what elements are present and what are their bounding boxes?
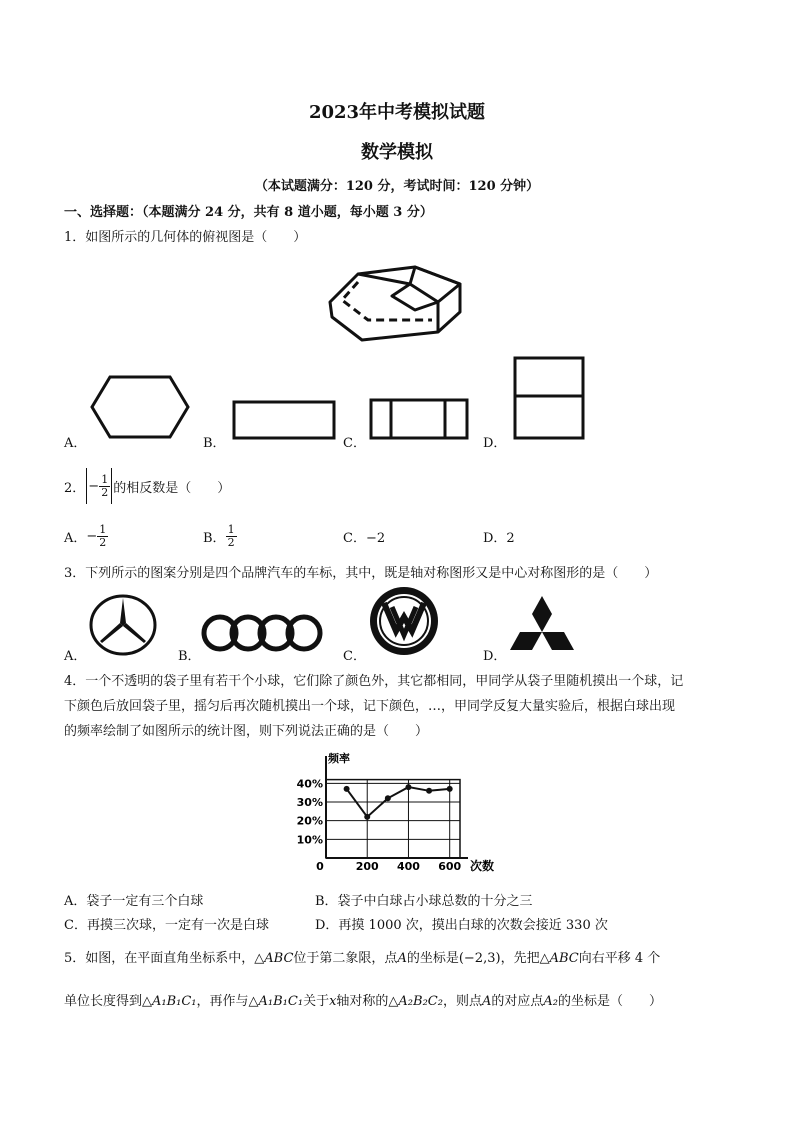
q5-text-2g: 的坐标是（ ）	[557, 994, 662, 1009]
chart-point-3	[405, 784, 411, 790]
q4-option-b[interactable]: B．袋子中白球占小球总数的十分之三	[315, 894, 533, 909]
q5-text-2f: 的对应点	[491, 994, 544, 1009]
q5-text-2a: 单位长度得到△	[64, 994, 152, 1009]
section-heading: 一、选择题：（本题满分 24 分，共有 8 道小题，每小题 3 分）	[64, 205, 433, 220]
q2-option-b[interactable]	[203, 518, 237, 554]
q5-text-1e: 向右平移 4 个	[578, 951, 661, 966]
q3-option-d-label[interactable]: D．	[483, 649, 507, 664]
q3-option-b-label[interactable]: B．	[178, 649, 201, 664]
chart-point-4	[426, 788, 432, 794]
q2-numerator: 1	[101, 472, 109, 486]
chart-x-tick-1: 200	[355, 860, 379, 873]
q2-option-c[interactable]: C．−2	[343, 531, 386, 546]
chart-x-tick-0: 0	[316, 860, 324, 873]
q5-triangle-a1b1c1-2: A₁B₁C₁	[258, 994, 304, 1009]
q1-option-b-label[interactable]: B．	[203, 436, 226, 451]
chart-y-tick-3: 40%	[296, 777, 323, 791]
q5-text-1c: 的坐标是	[406, 951, 459, 966]
exam-info: （本试题满分：120 分，考试时间：120 分钟）	[254, 179, 540, 194]
q3-option-d-mitsubishi-logo	[508, 596, 576, 654]
q3-option-a-label[interactable]: A．	[64, 649, 87, 664]
q2-option-d[interactable]: D．2	[483, 531, 515, 546]
question-4-line-2: 下颜色后放回袋子里，摇匀后再次随机摸出一个球，记下颜色，…，甲同学反复大量实验后，根据白球出现	[64, 699, 676, 714]
chart-point-2	[385, 795, 391, 801]
chart-y-label: 频率	[328, 752, 350, 765]
q5-text-2e: ，则点	[442, 994, 482, 1009]
q5-point-a: A	[397, 951, 407, 966]
q2-option-a-den: 2	[99, 535, 107, 549]
q2-option-b-label: B．	[203, 530, 226, 546]
q5-text-1a: 5．如图，在平面直角坐标系中，△	[64, 951, 265, 966]
question-4-line-1: 4．一个不透明的袋子里有若干个小球，它们除了颜色外，其它都相同，甲同学从袋子里随机摸出一个球，记	[64, 674, 684, 689]
chart-point-5	[447, 786, 453, 792]
q2-number: 2．	[64, 480, 86, 496]
q2-option-a-label: A．	[64, 530, 87, 546]
q4-option-c[interactable]: C．再摸三次球，一定有一次是白球	[64, 918, 269, 933]
q5-text-2c: 关于	[303, 994, 330, 1009]
q5-x-axis: x	[329, 994, 337, 1009]
chart-point-1	[364, 814, 370, 820]
q2-fraction	[99, 474, 110, 499]
q2-minus: −	[88, 478, 100, 494]
q1-option-a-label[interactable]: A．	[64, 436, 87, 451]
question-3-text: 3．下列所示的图案分别是四个品牌汽车的车标，其中，既是轴对称图形又是中心对称图形的是（ ）	[64, 566, 658, 581]
q2-denominator: 2	[101, 485, 109, 499]
chart-x-tick-3: 600	[438, 860, 462, 873]
q5-point-a-2: A	[481, 994, 492, 1009]
q2-option-b-fraction	[226, 524, 237, 549]
q1-option-b-rectangle	[232, 400, 336, 440]
q5-triangle-abc: ABC	[264, 951, 294, 966]
q5-triangle-a1b1c1: A₁B₁C₁	[152, 994, 197, 1009]
q5-text-2d: 轴对称的△	[336, 994, 399, 1009]
q5-text-1b: 位于第二象限，点	[293, 951, 398, 966]
question-5-line-1	[64, 947, 660, 966]
exam-title: 2023年中考模拟试题	[308, 102, 486, 123]
q4-option-d[interactable]: D．再摸 1000 次，摸出白球的次数会接近 330 次	[315, 918, 608, 933]
q5-coordinate: (−2,3)	[458, 951, 501, 966]
chart-x-tick-2: 400	[396, 860, 420, 873]
q5-triangle-a2b2c2: A₂B₂C₂	[398, 994, 443, 1009]
q1-option-c-divided-rectangle	[369, 398, 469, 440]
q2-option-a[interactable]	[64, 518, 108, 554]
q3-option-c-label[interactable]: C．	[343, 649, 366, 664]
q2-option-b-num: 1	[227, 522, 235, 536]
q3-option-a-mercedes-logo	[88, 593, 158, 657]
q5-text-1d: ，先把△	[500, 951, 550, 966]
q3-option-b-audi-logo	[200, 612, 326, 654]
q2-absolute-bar-right	[111, 468, 112, 504]
chart-y-tick-2: 30%	[296, 796, 323, 809]
q1-option-d-label[interactable]: D．	[483, 436, 507, 451]
q2-text-tail: 的相反数是（ ）	[113, 480, 231, 496]
q1-option-d-stacked-rectangle	[513, 356, 585, 440]
q1-solid-figure	[320, 262, 470, 342]
question-1-text: 1．如图所示的几何体的俯视图是（ ）	[64, 230, 307, 245]
question-4-line-3: 的频率绘制了如图所示的统计图，则下列说法正确的是（ ）	[64, 724, 429, 739]
chart-x-label: 次数	[470, 859, 495, 873]
q2-option-a-sign: −	[86, 528, 98, 544]
q2-option-a-fraction	[97, 524, 108, 549]
q5-point-a2: A₂	[543, 994, 558, 1009]
exam-subtitle: 数学模拟	[361, 142, 433, 163]
q3-option-c-volkswagen-logo	[368, 585, 440, 657]
question-2	[64, 466, 230, 506]
chart-y-tick-0: 10%	[296, 833, 323, 847]
frequency-line-chart	[290, 748, 510, 880]
chart-point-0	[344, 786, 350, 792]
q5-text-2b: ，再作与△	[196, 994, 259, 1009]
q1-option-c-label[interactable]: C．	[343, 436, 366, 451]
q2-option-a-num: 1	[99, 522, 107, 536]
q1-option-a-hexagon	[90, 375, 190, 439]
q2-absolute-bar-left	[86, 468, 87, 504]
question-5-line-2	[64, 990, 662, 1009]
q5-triangle-abc-2: ABC	[549, 951, 579, 966]
q4-option-a[interactable]: A．袋子一定有三个白球	[64, 894, 204, 909]
q2-option-b-den: 2	[227, 535, 235, 549]
chart-y-tick-1: 20%	[296, 814, 323, 828]
